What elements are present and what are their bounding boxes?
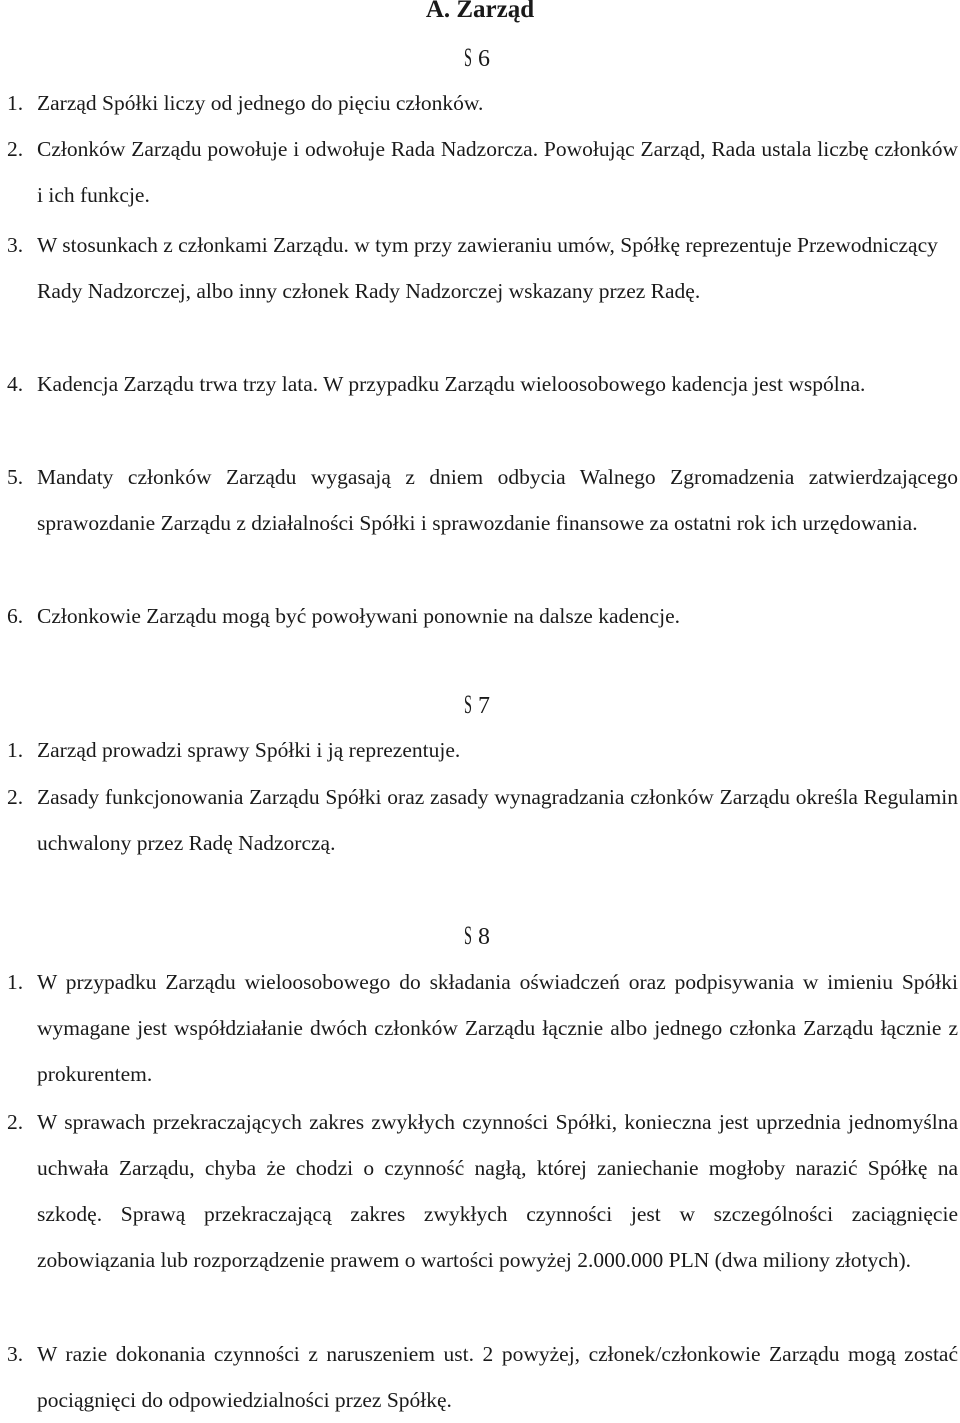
section-7-item-2	[0, 774, 958, 866]
item-text: W przypadku Zarządu wieloosobowego do składania oświadczeń oraz podpisywania w imieniu Spółki wymagane jest współdziałanie dwóch członków Zarządu łącznie albo jednego członka Zarządu łącznie z prokurentem.	[37, 970, 958, 1086]
item-text: Zasady funkcjonowania Zarządu Spółki oraz zasady wynagradzania członków Zarządu określa Regulamin uchwalony przez Radę Nadzorczą.	[37, 785, 958, 855]
item-text: Mandaty członków Zarządu wygasają z dniem odbycia Walnego Zgromadzenia zatwierdzającego sprawozdanie Zarządu z działalności Spółki i sprawozdanie finansowe za ostatni rok ich urzędowania.	[37, 465, 958, 535]
chapter-heading: A. Zarząd	[425, 0, 535, 23]
section-6-item-6	[0, 593, 958, 639]
section-6-item-3	[0, 222, 958, 314]
section-7-mark	[464, 690, 490, 721]
section-8-mark	[464, 921, 490, 952]
item-text: W stosunkach z członkami Zarządu. w tym przy zawieraniu umów, Spółkę reprezentuje Przewodniczący Rady Nadzorczej, albo inny członek Rady Nadzorczej wskazany przez Radę.	[37, 233, 938, 303]
section-number: 7	[478, 693, 490, 719]
item-number: 3.	[7, 1342, 24, 1366]
section-number: 6	[478, 46, 490, 72]
item-text: Kadencja Zarządu trwa trzy lata. W przypadku Zarządu wieloosobowego kadencja jest wspólna.	[37, 372, 866, 396]
section-sign-icon: S	[464, 43, 472, 72]
section-6-mark	[464, 43, 490, 74]
item-number: 3.	[7, 233, 24, 257]
item-text: Członków Zarządu powołuje i odwołuje Rada Nadzorcza. Powołując Zarząd, Rada ustala liczbę członków i ich funkcje.	[37, 137, 958, 207]
section-sign-icon: S	[464, 921, 472, 950]
item-number: 1.	[7, 970, 24, 994]
item-number: 2.	[7, 785, 24, 809]
item-text: Zarząd Spółki liczy od jednego do pięciu członków.	[37, 91, 484, 115]
item-text: W razie dokonania czynności z naruszeniem ust. 2 powyżej, członek/członkowie Zarządu mogą zostać pociągnięci do odpowiedzialności przez Spółkę.	[37, 1342, 958, 1412]
section-6-item-1	[0, 80, 958, 126]
item-number: 1.	[7, 738, 24, 762]
section-8-item-2	[0, 1099, 958, 1283]
item-number: 2.	[7, 137, 24, 161]
section-8-item-3	[0, 1331, 958, 1423]
section-sign-icon: S	[464, 690, 472, 719]
item-number: 2.	[7, 1110, 24, 1134]
section-number: 8	[478, 924, 490, 950]
item-number: 1.	[7, 91, 24, 115]
item-number: 4.	[7, 372, 24, 396]
section-6-item-2	[0, 126, 958, 218]
section-8-item-1	[0, 959, 958, 1097]
item-text: W sprawach przekraczających zakres zwykłych czynności Spółki, konieczna jest uprzednia jednomyślna uchwała Zarządu, chyba że chodzi o czynność nagłą, której zaniechanie mogłoby narazić Spółkę na szkodę. Sprawą przekraczającą zakres zwykłych czynności jest w szczególności zaciągnięcie zobowiązania lub rozporządzenie prawem o wartości powyżej 2.000.000 PLN (dwa miliony złotych).	[37, 1110, 958, 1272]
section-6-item-5	[0, 454, 958, 546]
item-text: Zarząd prowadzi sprawy Spółki i ją reprezentuje.	[37, 738, 461, 762]
item-number: 6.	[7, 604, 24, 628]
item-text: Członkowie Zarządu mogą być powoływani ponownie na dalsze kadencje.	[37, 604, 680, 628]
item-number: 5.	[7, 465, 24, 489]
section-6-item-4	[0, 361, 958, 407]
section-7-item-1	[0, 727, 958, 773]
